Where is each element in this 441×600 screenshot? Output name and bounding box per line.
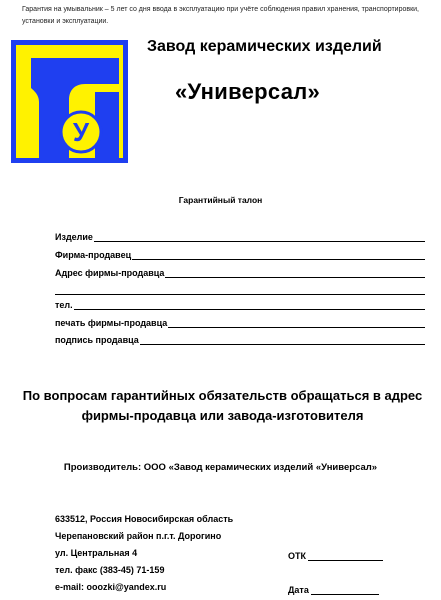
date-field bbox=[288, 582, 379, 595]
logo-letter: У bbox=[72, 117, 90, 147]
address-email: e-mail: ooozki@yandex.ru bbox=[55, 582, 167, 592]
date-label: Дата bbox=[288, 585, 309, 595]
field-firm bbox=[55, 246, 425, 260]
field-item-line[interactable] bbox=[94, 230, 425, 242]
warranty-intro-text: Гарантия на умывальник – 5 лет со дня ввода в эксплуатацию при учёте соблюдения правил хранения, транспортировки, установки и эксплуатации. bbox=[22, 6, 419, 25]
field-stamp bbox=[55, 314, 425, 328]
otk-field bbox=[288, 548, 383, 561]
field-firm-address-line-2[interactable] bbox=[55, 283, 425, 295]
field-firm-line[interactable] bbox=[132, 248, 425, 260]
address-line-2: Черепановский район п.г.т. Дорогино bbox=[55, 531, 222, 541]
manufacturer-line: Производитель: ООО «Завод керамических изделий «Универсал» bbox=[63, 462, 378, 473]
date-line[interactable] bbox=[311, 583, 379, 595]
field-phone bbox=[55, 296, 425, 310]
field-item bbox=[55, 228, 425, 242]
otk-line[interactable] bbox=[308, 549, 383, 561]
company-title-line1: Завод керамических изделий bbox=[147, 38, 382, 55]
address-line-3: ул. Центральная 4 bbox=[55, 548, 138, 558]
field-stamp-label: печать фирмы-продавца bbox=[55, 318, 168, 328]
field-firm-address-label: Адрес фирмы-продавца bbox=[55, 268, 165, 278]
field-firm-address bbox=[55, 264, 425, 278]
field-signature bbox=[55, 331, 425, 345]
company-title-line2: «Универсал» bbox=[175, 79, 321, 104]
field-stamp-line[interactable] bbox=[168, 316, 425, 328]
field-firm-address-line[interactable] bbox=[165, 266, 425, 278]
field-signature-line[interactable] bbox=[140, 333, 425, 345]
warranty-contact-note: По вопросам гарантийных обязательств обращаться в адрес фирмы-продавца или завода-изготовителя bbox=[22, 388, 423, 423]
otk-label: ОТК bbox=[288, 551, 306, 561]
field-phone-line[interactable] bbox=[74, 298, 425, 310]
field-firm-label: Фирма-продавец bbox=[55, 250, 132, 260]
address-line-1: 633512, Россия Новосибирская область bbox=[55, 514, 234, 524]
field-phone-label: тел. bbox=[55, 300, 73, 310]
talon-title: Гарантийный талон bbox=[178, 195, 263, 205]
field-firm-address-continued bbox=[55, 281, 425, 295]
company-logo bbox=[11, 40, 128, 163]
address-phone: тел. факс (383-45) 71-159 bbox=[55, 565, 165, 575]
field-signature-label: подпись продавца bbox=[55, 335, 139, 345]
field-item-label: Изделие bbox=[55, 232, 93, 242]
